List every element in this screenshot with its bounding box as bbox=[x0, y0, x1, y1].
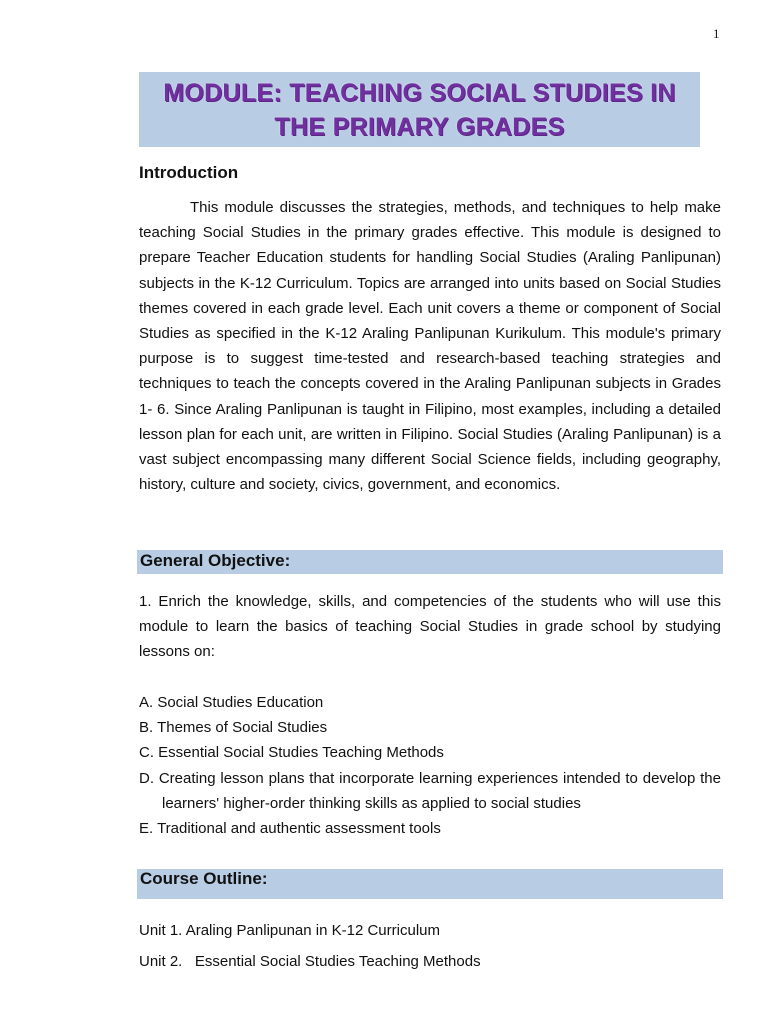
list-item: A. Social Studies Education bbox=[139, 694, 324, 711]
course-outline-unit-1: Unit 1. Araling Panlipunan in K-12 Curriculum bbox=[139, 922, 440, 939]
page-number: 1 bbox=[713, 26, 720, 41]
list-item: C. Essential Social Studies Teaching Methods bbox=[139, 744, 444, 762]
objective-topic-list bbox=[139, 690, 721, 841]
list-item: D. Creating lesson plans that incorporate learning experiences intended to develop the learners' higher-order thinking skills as applied to social studies bbox=[139, 769, 721, 812]
course-outline-heading: Course Outline: bbox=[137, 869, 723, 899]
introduction-paragraph: This module discusses the strategies, methods, and techniques to help make teaching Social Studies in the primary grades effective. This module is designed to prepare Teacher Education students for handling Social Studies (Araling Panlipunan) subjects in the K-12 Curriculum. Topics are arranged into units based on Social Studies themes covered in each grade level. Each unit covers a theme or component of Social Studies as specified in the K-12 Araling Panlipunan Kurikulum. This module's primary purpose is to suggest time-tested and research-based teaching strategies and techniques to teach the concepts covered in the Araling Panlipunan subjects in Grades 1- 6. Since Araling Panlipunan is taught in Filipino, most examples, including a detailed lesson plan for each unit, are written in Filipino. Social Studies (Araling Panlipunan) is a vast subject encompassing many different Social Science fields, including geography, history, culture and society, civics, government, and economics. bbox=[139, 199, 721, 494]
title-banner bbox=[139, 72, 700, 147]
general-objective-heading: General Objective: bbox=[137, 550, 723, 574]
general-objective-text: 1. Enrich the knowledge, skills, and competencies of the students who will use this module to learn the basics of teaching Social Studies in grade school by studying lessons on: bbox=[139, 593, 721, 661]
title-line-2: THE PRIMARY GRADES bbox=[274, 112, 565, 141]
introduction-heading: Introduction bbox=[139, 163, 239, 182]
list-item: B. Themes of Social Studies bbox=[139, 719, 328, 737]
title-line-1: MODULE: TEACHING SOCIAL STUDIES IN bbox=[163, 78, 676, 107]
list-item: E. Traditional and authentic assessment tools bbox=[139, 820, 441, 838]
course-outline-unit-2: Unit 2. Essential Social Studies Teaching Methods bbox=[139, 953, 481, 970]
